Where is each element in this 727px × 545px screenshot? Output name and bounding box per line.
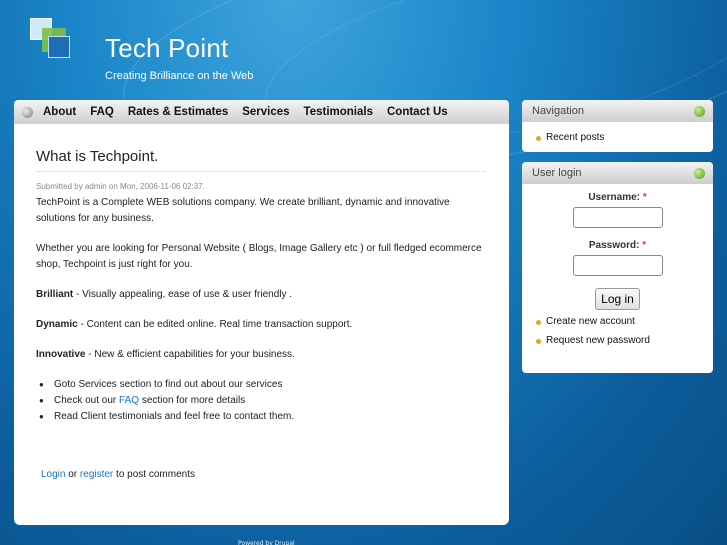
list-item: ● Goto Services section to find out about our services <box>36 377 487 393</box>
user-login-block <box>522 162 713 373</box>
nav-item-faq[interactable]: FAQ <box>90 106 114 118</box>
collapse-icon[interactable] <box>694 106 705 117</box>
page-title: What is Techpoint. <box>36 148 486 172</box>
footer-text: Powered by Drupal <box>238 540 295 545</box>
login-button[interactable]: Log in <box>595 288 640 310</box>
innovative-text: - New & efficient capabilities for your business. <box>85 349 295 360</box>
request-password-link[interactable]: Request new password <box>536 331 703 350</box>
primary-nav <box>14 100 509 124</box>
site-slogan: Creating Brilliance on the Web <box>105 70 254 82</box>
block-title: Navigation <box>532 105 584 117</box>
paragraph-brilliant <box>36 287 487 303</box>
collapse-icon[interactable] <box>694 168 705 179</box>
nav-item-contact[interactable]: Contact Us <box>387 106 448 118</box>
bullet-list <box>36 377 487 425</box>
brilliant-text: - Visually appealing, ease of use & user friendly . <box>73 289 293 300</box>
register-link[interactable]: register <box>79 469 114 480</box>
comment-links: Login or register to post comments <box>41 469 195 480</box>
login-form <box>522 184 713 310</box>
dynamic-text: - Content can be edited online. Real time transaction support. <box>77 319 353 330</box>
login-link[interactable]: Login <box>41 469 66 480</box>
brilliant-label: Brilliant <box>36 289 74 300</box>
recent-posts-link[interactable]: Recent posts <box>536 128 703 147</box>
site-title[interactable]: Tech Point <box>105 33 229 63</box>
nav-item-rates[interactable]: Rates & Estimates <box>127 106 229 118</box>
dynamic-label: Dynamic <box>36 319 78 330</box>
faq-link[interactable]: FAQ <box>119 395 140 406</box>
create-account-link[interactable]: Create new account <box>536 312 703 331</box>
username-input[interactable] <box>573 207 663 228</box>
password-label: Password: * <box>588 240 647 251</box>
submitted-info: Submitted by admin on Mon, 2006-11-06 02:37. <box>36 182 205 191</box>
list-item: ● Read Client testimonials and feel free to contact them. <box>36 409 487 425</box>
site-logo[interactable] <box>30 18 72 60</box>
password-input[interactable] <box>573 255 663 276</box>
nav-item-testimonials[interactable]: Testimonials <box>303 106 373 118</box>
paragraph-dynamic <box>36 317 487 333</box>
paragraph: Whether you are looking for Personal Website ( Blogs, Image Gallery etc ) or full fledged ecommerce shop, Techpoint is just right for you. <box>36 243 482 270</box>
nav-item-services[interactable]: Services <box>242 106 290 118</box>
innovative-label: Innovative <box>36 349 86 360</box>
navigation-block <box>522 100 713 152</box>
list-item: ● Check out our FAQ section for more details <box>36 393 487 409</box>
username-label: Username: * <box>588 192 647 203</box>
nav-bullet-icon <box>22 107 33 118</box>
nav-item-about[interactable]: About <box>43 106 77 118</box>
intro-paragraph: TechPoint is a Complete WEB solutions company. We create brilliant, dynamic and innovative solutions for any business. <box>36 197 450 224</box>
block-title: User login <box>532 167 582 179</box>
main-content <box>14 124 509 525</box>
paragraph-innovative <box>36 347 487 363</box>
